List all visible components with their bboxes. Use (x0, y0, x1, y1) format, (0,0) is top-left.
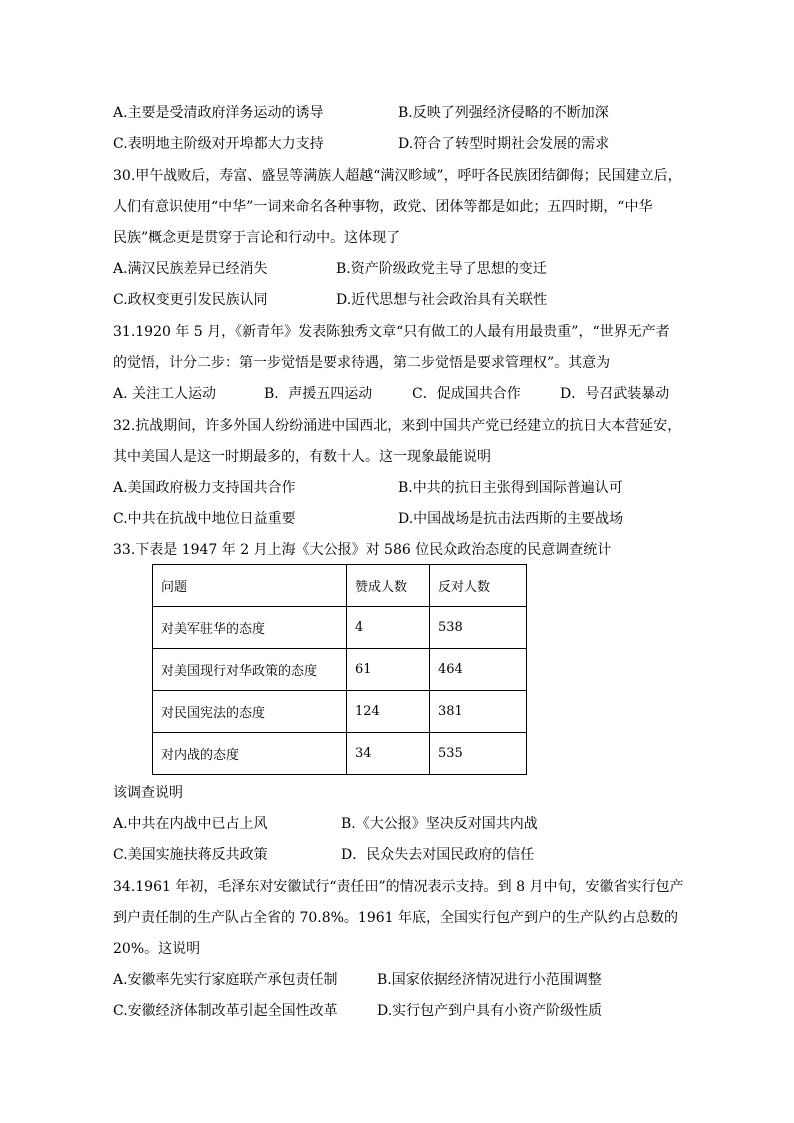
question-stem-line: 该调查说明 (113, 785, 183, 801)
table-row (153, 691, 527, 733)
table-row (153, 649, 527, 691)
option-d: D．号召武装暴动 (560, 386, 670, 402)
question-stem-line: 其中美国人是这一时期最多的，有数十人。这一现象最能说明 (113, 449, 491, 465)
table-cell: 34 (347, 733, 430, 775)
table-header-row (153, 565, 527, 607)
table-cell: 535 (430, 733, 527, 775)
question-stem-line: 33.下表是 1947 年 2 月上海《大公报》对 586 位民众政治态度的民意调查统计 (113, 542, 612, 558)
option-b: B．声援五四运动 (264, 386, 373, 402)
question-stem-line: 20%。这说明 (113, 941, 201, 957)
option-c: C.政权变更引发民族认同 (113, 292, 268, 308)
question-stem-line: 的觉悟，计分二步：第一步觉悟是要求待遇，第二步觉悟是要求管理权”。其意为 (113, 355, 611, 371)
table-cell: 对民国宪法的态度 (153, 691, 347, 733)
option-a: A.安徽率先实行家庭联产承包责任制 (113, 972, 338, 988)
option-c: C.表明地主阶级对开埠都大力支持 (113, 136, 324, 152)
option-d: D.中国战场是抗击法西斯的主要战场 (398, 511, 624, 527)
option-c: C．促成国共合作 (412, 386, 521, 402)
option-b: B.资产阶级政党主导了思想的变迁 (336, 261, 547, 277)
table-cell: 381 (430, 691, 527, 733)
option-a: A.美国政府极力支持国共合作 (113, 480, 296, 496)
option-b: B.《大公报》坚决反对国共内战 (341, 816, 538, 832)
table-cell: 对美国现行对华政策的态度 (153, 649, 347, 691)
question-stem-line: 30.甲午战败后，寿富、盛昱等满族人超越“满汉畛域”，呼吁各民族团结御侮；民国建立后， (113, 168, 682, 184)
question-stem-line: 到户责任制的生产队占全省的 70.8%。1961 年底，全国实行包产到户的生产队约占总数的 (113, 910, 679, 926)
option-a: A.中共在内战中已占上风 (113, 816, 268, 832)
survey-table (152, 564, 527, 775)
question-stem-line: 32.抗战期间，许多外国人纷纷涌进中国西北，来到中国共产党已经建立的抗日大本营延安， (113, 418, 682, 434)
table-cell: 538 (430, 607, 527, 649)
option-c: C.安徽经济体制改革引起全国性改革 (113, 1003, 338, 1019)
option-b: B.反映了列强经济侵略的不断加深 (398, 105, 609, 121)
table-row (153, 733, 527, 775)
question-stem-line: 34.1961 年初，毛泽东对安徽试行“责任田”的情况表示支持。到 8 月中旬，安徽省实行包产 (113, 879, 684, 895)
table-row (153, 607, 527, 649)
option-a: A.满汉民族差异已经消失 (113, 261, 268, 277)
option-b: B.中共的抗日主张得到国际普遍认可 (398, 480, 623, 496)
option-a: A. 关注工人运动 (113, 386, 217, 402)
table-cell: 124 (347, 691, 430, 733)
table-cell: 对内战的态度 (153, 733, 347, 775)
question-stem-line: 人们有意识使用“中华”一词来命名各种事物，政党、团体等都是如此；五四时期，“中华 (113, 199, 653, 215)
table-cell: 61 (347, 649, 430, 691)
option-c: C.美国实施扶蒋反共政策 (113, 847, 268, 863)
table-header-cell: 反对人数 (430, 565, 527, 607)
table-header-cell: 问题 (153, 565, 347, 607)
option-d: D.实行包产到户具有小资产阶级性质 (377, 1003, 603, 1019)
question-stem-line: 31.1920 年 5 月，《新青年》发表陈独秀文章“只有做工的人最有用最贵重”，“世界无产者 (113, 324, 670, 340)
option-c: C.中共在抗战中地位日益重要 (113, 511, 296, 527)
table-cell: 对美军驻华的态度 (153, 607, 347, 649)
table-cell: 464 (430, 649, 527, 691)
question-stem-line: 民族”概念更是贯穿于言论和行动中。这体现了 (113, 230, 401, 246)
option-d: D．民众失去对国民政府的信任 (341, 847, 535, 863)
table-cell: 4 (347, 607, 430, 649)
option-b: B.国家依据经济情况进行小范围调整 (377, 972, 602, 988)
table-header-cell: 赞成人数 (347, 565, 430, 607)
option-a: A.主要是受清政府洋务运动的诱导 (113, 105, 324, 121)
option-d: D.符合了转型时期社会发展的需求 (398, 136, 610, 152)
option-d: D.近代思想与社会政治具有关联性 (336, 292, 548, 308)
